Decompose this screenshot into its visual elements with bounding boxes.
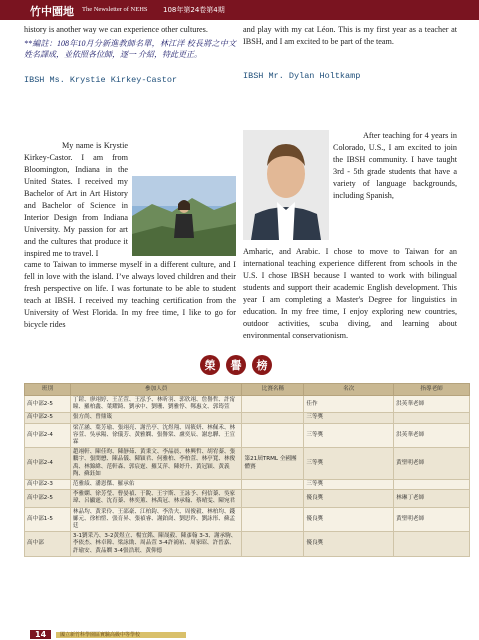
honor-roll-table: [24, 383, 470, 557]
cell-members: 丁鎧、廖翊婷、王芷萱、王泓予、林昕羽、郭欣翊、詹譽哲、許甯瞳、羅柏鑫、葉耀錡、劉承中、劉珊、劉雅惇、鄭惠文、郭筠萱: [70, 396, 242, 413]
cell-competition: [242, 507, 304, 532]
honor-char-2: 譽: [226, 355, 246, 375]
left-paragraph-1: history is another way we can experience other cultures.: [24, 25, 208, 34]
newsletter-subtitle: The Newsletter of NEHS: [82, 6, 148, 13]
right-paragraph-1: and play with my cat Léon. This is my first year as a teacher at IBSH, and I am excited to be part of the team.: [243, 25, 457, 46]
table-row: [25, 480, 470, 490]
table-row: [25, 507, 470, 532]
krystie-photo: [132, 176, 236, 256]
cell-rank: 三等獎: [304, 413, 394, 423]
cell-competition: 第21屆TRML 全國團體賽: [242, 448, 304, 480]
cell-rank: 三等獎: [304, 448, 394, 480]
cell-rank: 三等獎: [304, 480, 394, 490]
table-row: [25, 396, 470, 413]
cell-class: 高中部2-5: [25, 413, 71, 423]
krystie-bio-bottom: came to Taiwan to immerse myself in a different culture, and I fell in love with the island. I’ve always loved children and their fresh perspective on life. I was fortunate to be able to student teach at IBSH. I received my teaching certification from the University of West Florida. In my free time, I like to go for bicycle rides: [24, 260, 236, 329]
table-row: [25, 532, 470, 557]
cell-competition: [242, 480, 304, 490]
cell-class: 高中部: [25, 532, 71, 557]
honor-char-1: 榮: [200, 355, 220, 375]
cell-rank: 三等獎: [304, 423, 394, 448]
table-row: [25, 423, 470, 448]
cell-class: 高中部2-4: [25, 448, 71, 480]
cell-teacher: 黃聖明老師: [394, 507, 470, 532]
col-header-competition: 比賽名稱: [242, 384, 304, 396]
cell-teacher: 黃聖明老師: [394, 448, 470, 480]
krystie-bio-top: My name is Krystie Kirkey-Castor. I am from Bloomington, Indiana in the United States. I received my Bachelor of Art in Art History and Bachelor of Science in Interior Design from Indiana University. My passion for art and the cultures that produce it inspired me to travel. I: [24, 141, 128, 258]
col-header-rank: 名次: [304, 384, 394, 396]
editor-note: **編註：108年10月分新進教師名單，林江洋 校長將之中文姓名譯成，並依照各位師，逐一 介紹，特此更正。: [24, 39, 236, 59]
cell-members: 梁芷涵、葉芳瑜、張翊亮、謝岳亭、沈煜翔、周筱妍、林佩禾、林容萱、吳承陽、徐儀芳、黃雅嫻、張譽棠、盧奕辰、謝忠驊、王宣霖: [70, 423, 242, 448]
cell-teacher: 洪英華老師: [394, 396, 470, 413]
cell-teacher: 林琳丁老師: [394, 490, 470, 507]
cell-class: 高中部2-4: [25, 423, 71, 448]
cell-class: 高中部2-5: [25, 490, 71, 507]
honor-roll-title: [200, 355, 272, 375]
newsletter-header: [0, 0, 479, 20]
dylan-bio-bottom: Amharic, and Arabic. I chose to move to Taiwan for an international teaching experience different from schools in the U.S. I chose IBSH because I wanted to work with bilingual students and support their academic English development. This year I am completing a Master's Degree for linguistics in education. In my free time, I enjoy exploring new countries, outdoor activities, scuba diving, and learning about environmental conservationism.: [243, 247, 457, 340]
cell-members: 3-1劉采乃、3-2黃煜立、楊宜銘、陳晟毅、陳彥翰 3-3、謝承駒、李依杰、林卓韓、梁詠勛、周品萱 3-4許鴻祐、周家昭、許晉嘉、許瑜安、黃品嫺 3-4張浩珉、黃仰德: [70, 532, 242, 557]
cell-class: 高中部1-5: [25, 507, 71, 532]
honor-char-3: 榜: [252, 355, 272, 375]
cell-rank: 優良獎: [304, 532, 394, 557]
table-header-row: [25, 384, 470, 396]
cell-competition: [242, 396, 304, 413]
cell-competition: [242, 423, 304, 448]
cell-rank: 優良獎: [304, 490, 394, 507]
section-heading-krystie: IBSH Ms. Krystie Kirkey-Castor: [24, 75, 178, 85]
page-number: 14: [30, 630, 51, 639]
cell-teacher: 洪英華老師: [394, 423, 470, 448]
cell-members: 李雅嫻、徐芳瑩、曹晏禎、于銳、王宇斯、王詠予、何信蓁、吳家瑋、呂顯霆、沈育蓁、林奕薰、林禹冠、林承翰、蔡晴雯、陳宛君: [70, 490, 242, 507]
left-column: [24, 24, 236, 86]
cell-rank: 優良獎: [304, 507, 394, 532]
cell-members: 張方尚、曾鼎箴: [70, 413, 242, 423]
cell-competition: [242, 490, 304, 507]
table-row: [25, 413, 470, 423]
col-header-teacher: 指導老師: [394, 384, 470, 396]
footer-bar: [56, 632, 186, 638]
cell-competition: [242, 532, 304, 557]
right-column: [243, 24, 457, 82]
cell-competition: [242, 413, 304, 423]
col-header-members: 參加人員: [70, 384, 242, 396]
cell-members: 林品均、黃采伶、王邵豪、江柏鈞、李浩夫、周俊毅、林柏均、錢鄺元、徐柏愷、張育昇、張禎睿、謝鉑崗、劉思羚、劉詠彤、蘇孟廷: [70, 507, 242, 532]
cell-teacher: [394, 532, 470, 557]
cell-teacher: [394, 480, 470, 490]
cell-teacher: [394, 413, 470, 423]
cell-class: 高中部2-5: [25, 396, 71, 413]
table-row: [25, 448, 470, 480]
section-heading-dylan: IBSH Mr. Dylan Holtkamp: [243, 71, 361, 81]
footer-label: 國立新竹科學園區實驗高級中等學校: [60, 632, 141, 638]
dylan-photo: [243, 130, 329, 240]
cell-class: 高中部2-3: [25, 480, 71, 490]
cell-members: 趙翊軒、陳佳昀、陳靜茹、黃秉文、李晶晨、林興哲、胡宥蓁、張鵬宇、張閔懋、陳品儀、陳穎君、何雅柏、李柏萱、林亭寬、林俊禹、林錦緯、范軒森、郭宸霆、羅艾萍、陳妤升、黃冠穎、黃義陶、蘇鈺如: [70, 448, 242, 480]
issue-number: 108年第24卷第4期: [163, 6, 225, 14]
col-header-class: 班別: [25, 384, 71, 396]
cell-rank: 佳作: [304, 396, 394, 413]
dylan-bio-top: After teaching for 4 years in Colorado, U.S., I am excited to join the IBSH community. I have taught 3rd - 5th grade students that have a variety of language backgrounds, including Spanish,: [333, 131, 457, 200]
table-row: [25, 490, 470, 507]
cell-members: 范雅綾、潘恩傑、羅承佑: [70, 480, 242, 490]
newsletter-title: 竹中園地: [30, 5, 74, 18]
page-footer: [0, 629, 479, 640]
